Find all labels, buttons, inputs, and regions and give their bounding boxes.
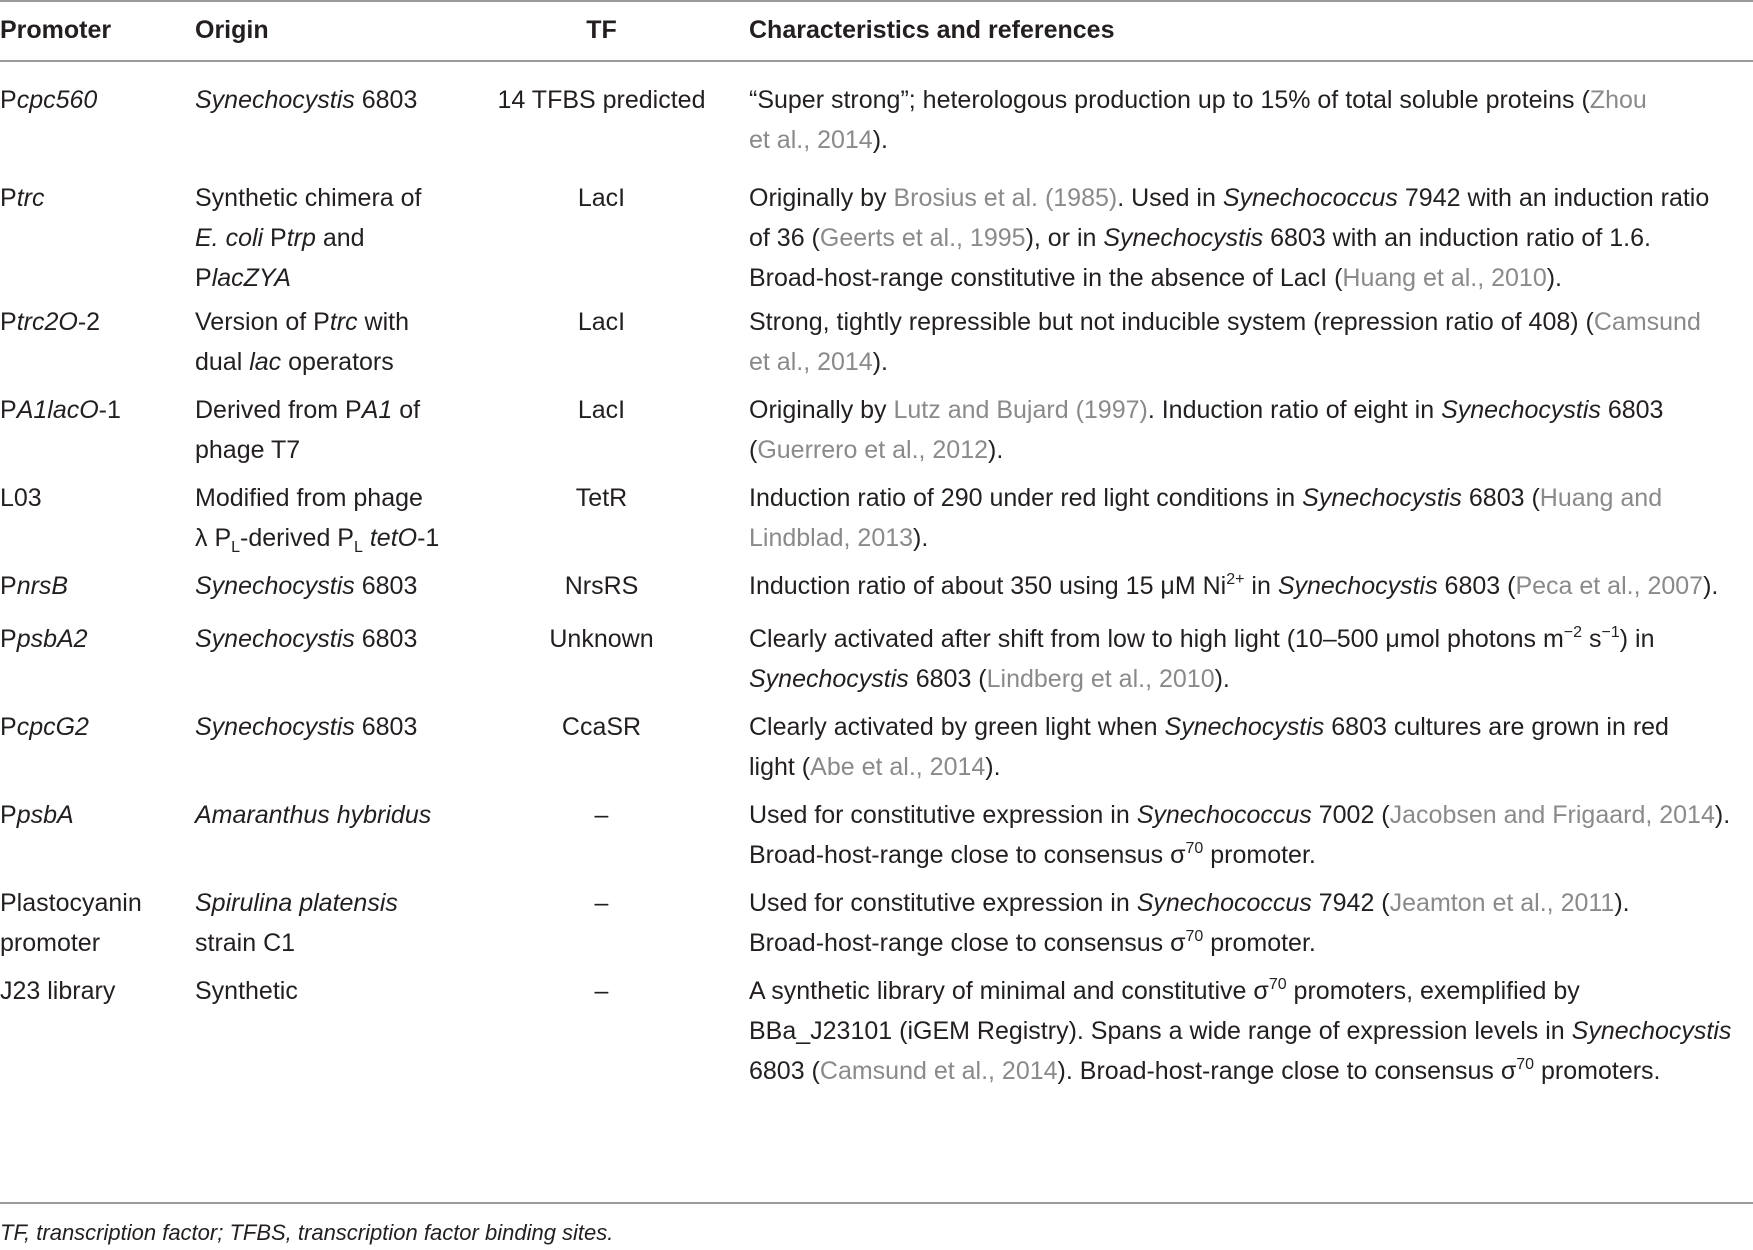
characteristics-cell: Synechocystis 6803 (Lindberg et al., 2010). <box>749 665 1230 693</box>
characteristics-cell: BBa_J23101 (iGEM Registry). Spans a wide range of expression levels in Synechocystis <box>749 1017 1732 1045</box>
origin-cell: Synthetic <box>195 977 298 1005</box>
characteristics-cell: of 36 (Geerts et al., 1995), or in Synechocystis 6803 with an induction ratio of 1.6. <box>749 224 1651 252</box>
origin-cell: strain C1 <box>195 929 296 957</box>
origin-cell: Spirulina platensis <box>195 889 398 917</box>
table-header <box>0 0 1753 60</box>
characteristics-cell: Broad-host-range close to consensus $\sigma^{70}$ promoter. <box>749 840 1316 869</box>
origin-cell: Synechocystis 6803 <box>195 625 418 653</box>
promoter-cell: PpsbA <box>0 801 74 829</box>
table-bottom-rule <box>0 1202 1753 1204</box>
promoter-cell: Ptrc <box>0 184 45 212</box>
promoter-cell: L03 <box>0 484 42 512</box>
characteristics-cell: et al., 2014). <box>749 126 888 154</box>
origin-cell: λ $P_L$-derived $P_L$ tetO-1 <box>195 524 440 556</box>
promoter-cell: PpsbA2 <box>0 625 88 653</box>
tf-cell: Unknown <box>549 625 654 653</box>
characteristics-cell: Induction ratio of 290 under red light conditions in Synechocystis 6803 (Huang and <box>749 484 1663 512</box>
characteristics-cell: A synthetic library of minimal and constitutive $\sigma^{70}$ promoters, exemplified by <box>749 976 1580 1005</box>
characteristics-cell: “Super strong”; heterologous production up to 15% of total soluble proteins (Zhou <box>749 86 1647 114</box>
origin-cell: Synechocystis 6803 <box>195 86 418 114</box>
origin-cell: dual lac operators <box>195 348 394 376</box>
tf-cell: – <box>594 889 609 917</box>
promoter-cell: Ptrc2O-2 <box>0 308 101 336</box>
header-tf: TF <box>586 16 617 44</box>
tf-cell: TetR <box>575 484 628 512</box>
characteristics-cell: Clearly activated after shift from low to high light (10–500 μmol photons $m^{-2}$ $s^{-1}$) in <box>749 624 1655 653</box>
header-promoter: Promoter <box>0 16 112 44</box>
characteristics-cell: Broad-host-range close to consensus $\sigma^{70}$ promoter. <box>749 928 1316 957</box>
promoter-cell: promoter <box>0 929 101 957</box>
origin-cell: PlacZYA <box>195 264 291 292</box>
characteristics-cell: 6803 (Camsund et al., 2014). Broad-host-range close to consensus $\sigma^{70}$ promoters. <box>749 1056 1661 1085</box>
promoter-cell: PnrsB <box>0 572 69 600</box>
promoter-cell: PcpcG2 <box>0 713 89 741</box>
characteristics-cell: Strong, tightly repressible but not inducible system (repression ratio of 408) (Camsund <box>749 308 1701 336</box>
tf-cell: LacI <box>577 184 626 212</box>
tf-cell: 14 TFBS predicted <box>497 86 706 114</box>
promoter-cell: J23 library <box>0 977 116 1005</box>
origin-cell: E. coli Ptrp and <box>195 224 365 252</box>
origin-cell: Synechocystis 6803 <box>195 572 418 600</box>
origin-cell: Modified from phage <box>195 484 423 512</box>
characteristics-cell: Originally by Lutz and Bujard (1997). Induction ratio of eight in Synechocystis 6803 <box>749 396 1664 424</box>
tf-cell: LacI <box>577 308 626 336</box>
tf-cell: LacI <box>577 396 626 424</box>
header-origin: Origin <box>195 16 269 44</box>
tf-cell: NrsRS <box>564 572 639 600</box>
characteristics-cell: light (Abe et al., 2014). <box>749 753 1001 781</box>
characteristics-cell: Induction ratio of about 350 using 15 μM $Ni^{2+}$ in Synechocystis 6803 (Peca et al., 2007). <box>749 571 1719 600</box>
origin-cell: phage T7 <box>195 436 301 464</box>
origin-cell: Version of Ptrc with <box>195 308 409 336</box>
tf-cell: CcaSR <box>561 713 642 741</box>
characteristics-cell: Originally by Brosius et al. (1985). Used in Synechococcus 7942 with an induction ratio <box>749 184 1710 212</box>
characteristics-cell: Clearly activated by green light when Synechocystis 6803 cultures are grown in red <box>749 713 1669 741</box>
header-characteristics: Characteristics and references <box>749 16 1115 44</box>
table-header-rule <box>0 60 1753 62</box>
characteristics-cell: et al., 2014). <box>749 348 888 376</box>
origin-cell: Synthetic chimera of <box>195 184 422 212</box>
promoter-cell: Pcpc560 <box>0 86 98 114</box>
origin-cell: Synechocystis 6803 <box>195 713 418 741</box>
origin-cell: Derived from PA1 of <box>195 396 421 424</box>
promoter-cell: PA1lacO-1 <box>0 396 121 424</box>
promoter-cell: Plastocyanin <box>0 889 142 917</box>
characteristics-cell: Lindblad, 2013). <box>749 524 929 552</box>
table-footnote: TF, transcription factor; TFBS, transcription factor binding sites. <box>0 1220 614 1245</box>
characteristics-cell: (Guerrero et al., 2012). <box>749 436 1004 464</box>
tf-cell: – <box>594 801 609 829</box>
characteristics-cell: Used for constitutive expression in Synechococcus 7942 (Jeamton et al., 2011). <box>749 889 1630 917</box>
origin-cell: Amaranthus hybridus <box>195 801 432 829</box>
characteristics-cell: Used for constitutive expression in Synechococcus 7002 (Jacobsen and Frigaard, 2014). <box>749 801 1731 829</box>
characteristics-cell: Broad-host-range constitutive in the absence of LacI (Huang et al., 2010). <box>749 264 1563 292</box>
tf-cell: – <box>594 977 609 1005</box>
